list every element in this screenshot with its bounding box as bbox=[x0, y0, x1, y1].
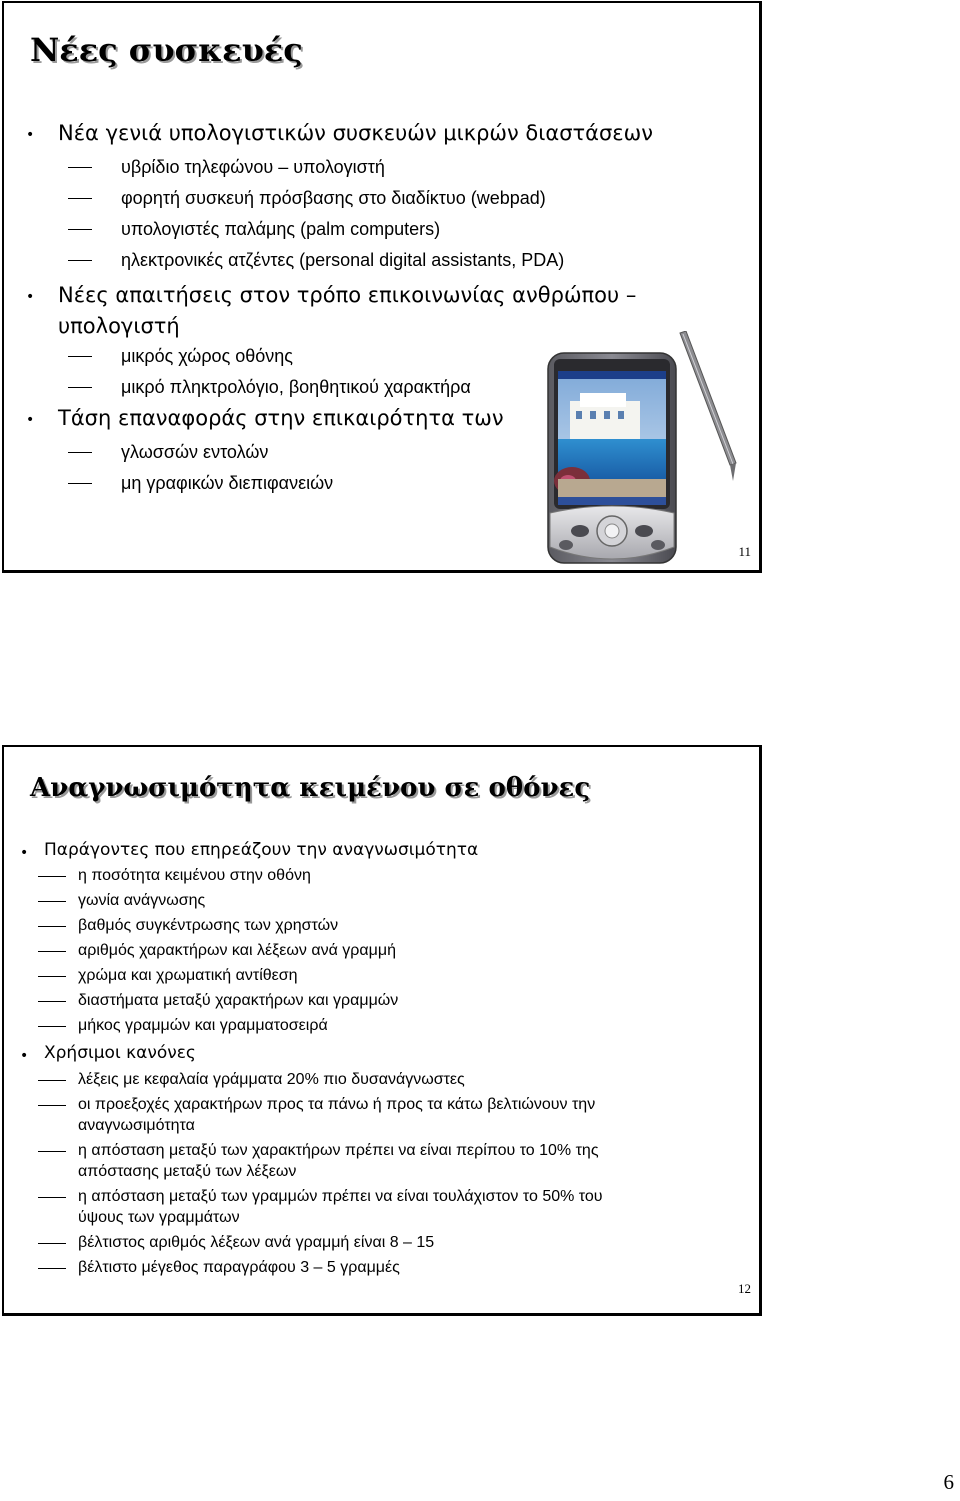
dash-icon bbox=[38, 876, 66, 877]
sub-bullet-item-continuation: ύψους των γραμμάτων bbox=[78, 1209, 240, 1226]
dash-icon bbox=[38, 926, 66, 927]
sub-bullet-item: φορητή συσκευή πρόσβασης στο διαδίκτυο (webpad) bbox=[121, 188, 546, 208]
dash-icon bbox=[38, 1080, 66, 1081]
dash-icon bbox=[38, 951, 66, 952]
sub-bullet-item: αριθμός χαρακτήρων και λέξεων ανά γραμμή bbox=[78, 942, 396, 959]
bullet-icon: • bbox=[20, 1048, 29, 1064]
sub-bullet-item: μήκος γραμμών και γραμματοσειρά bbox=[78, 1017, 328, 1034]
sub-bullet-item: βαθμός συγκέντρωσης των χρηστών bbox=[78, 917, 339, 934]
dash-icon bbox=[68, 167, 92, 168]
dash-icon bbox=[68, 229, 92, 230]
dash-icon bbox=[38, 1197, 66, 1198]
slide-title: Αναγνωσιμότητα κειμένου σε οθόνες bbox=[30, 773, 591, 803]
sub-bullet-item: η απόσταση μεταξύ των γραμμών πρέπει να είναι τουλάχιστον το 50% του bbox=[78, 1188, 603, 1205]
sub-bullet-item-continuation: αναγνωσιμότητα bbox=[78, 1117, 195, 1134]
dash-icon bbox=[38, 1105, 66, 1106]
bullet-item: Χρήσιμοι κανόνες bbox=[44, 1043, 196, 1063]
dash-icon bbox=[38, 1026, 66, 1027]
bullet-item: Νέα γενιά υπολογιστικών συσκευών μικρών διαστάσεων bbox=[58, 121, 653, 145]
sub-bullet-item: υπολογιστές παλάμης (palm computers) bbox=[121, 219, 441, 239]
sub-bullet-item: ηλεκτρονικές ατζέντες (personal digital assistants, PDA) bbox=[121, 250, 565, 270]
sub-bullet-item: γλωσσών εντολών bbox=[121, 442, 269, 462]
bullet-icon: • bbox=[26, 127, 35, 143]
sub-bullet-item: διαστήματα μεταξύ χαρακτήρων και γραμμών bbox=[78, 992, 399, 1009]
sub-bullet-item: η απόσταση μεταξύ των χαρακτήρων πρέπει να είναι περίπου το 10% της bbox=[78, 1142, 599, 1159]
bullet-icon: • bbox=[20, 845, 29, 861]
slide-title: Νέες συσκευές bbox=[30, 31, 303, 69]
dash-icon bbox=[68, 452, 92, 453]
sub-bullet-item: μικρό πληκτρολόγιο, βοηθητικού χαρακτήρα bbox=[121, 377, 471, 397]
bullet-icon: • bbox=[26, 412, 35, 428]
sub-bullet-item: οι προεξοχές χαρακτήρων προς τα πάνω ή προς τα κάτω βελτιώνουν την bbox=[78, 1096, 596, 1113]
slide-page-number: 11 bbox=[738, 544, 751, 559]
sub-bullet-item: υβρίδιο τηλεφώνου – υπολογιστή bbox=[121, 157, 385, 177]
sub-bullet-item: μικρός χώρος οθόνης bbox=[121, 346, 293, 366]
dash-icon bbox=[68, 387, 92, 388]
bullet-item: Παράγοντες που επηρεάζουν την αναγνωσιμότητα bbox=[44, 840, 479, 860]
slide-12 bbox=[2, 745, 762, 1316]
sub-bullet-item: λέξεις με κεφαλαία γράμματα 20% πιο δυσανάγνωστες bbox=[78, 1071, 465, 1088]
dash-icon bbox=[38, 901, 66, 902]
sub-bullet-item: μη γραφικών διεπιφανειών bbox=[121, 473, 334, 493]
dash-icon bbox=[68, 483, 92, 484]
dash-icon bbox=[38, 976, 66, 977]
sub-bullet-item: γωνία ανάγνωσης bbox=[78, 892, 206, 909]
bullet-item: Νέες απαιτήσεις στον τρόπο επικοινωνίας ανθρώπου – bbox=[58, 283, 637, 307]
bullet-item: Τάση επαναφοράς στην επικαιρότητα των bbox=[58, 406, 504, 430]
document-page-number: 6 bbox=[943, 1470, 954, 1494]
dash-icon bbox=[68, 260, 92, 261]
bullet-item-continuation: υπολογιστή bbox=[58, 314, 180, 338]
dash-icon bbox=[38, 1243, 66, 1244]
sub-bullet-item: βέλτιστος αριθμός λέξεων ανά γραμμή είναι 8 – 15 bbox=[78, 1234, 435, 1251]
dash-icon bbox=[38, 1151, 66, 1152]
sub-bullet-item-continuation: απόστασης μεταξύ των λέξεων bbox=[78, 1163, 297, 1180]
stylus-icon bbox=[680, 331, 736, 481]
dash-icon bbox=[68, 356, 92, 357]
sub-bullet-item: η ποσότητα κειμένου στην οθόνη bbox=[78, 867, 311, 884]
sub-bullet-item: βέλτιστο μέγεθος παραγράφου 3 – 5 γραμμές bbox=[78, 1259, 400, 1276]
pda-image bbox=[540, 331, 750, 567]
sub-bullet-item: χρώμα και χρωματική αντίθεση bbox=[78, 967, 298, 984]
dash-icon bbox=[68, 198, 92, 199]
slide-11 bbox=[2, 1, 762, 573]
dash-icon bbox=[38, 1001, 66, 1002]
slide-page-number: 12 bbox=[738, 1281, 751, 1296]
bullet-icon: • bbox=[26, 289, 35, 305]
dash-icon bbox=[38, 1268, 66, 1269]
